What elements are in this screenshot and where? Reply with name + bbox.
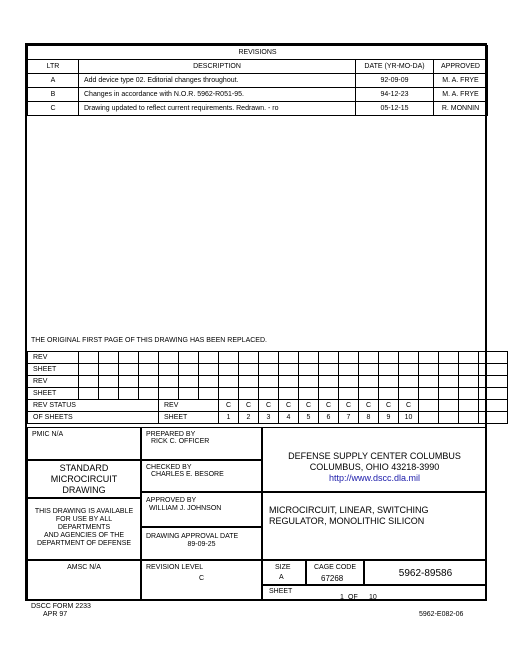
status-row-label: SHEET — [28, 364, 79, 376]
approved-label: APPROVED BY — [146, 497, 197, 504]
revisions-title: REVISIONS — [28, 46, 488, 60]
approved-box — [141, 492, 262, 527]
status-cell — [479, 400, 508, 412]
pmic-box — [27, 427, 141, 460]
cage-label: CAGE CODE — [314, 564, 357, 571]
revisions-table — [27, 45, 488, 116]
cage-value: 67268 — [321, 574, 344, 583]
status-cell — [479, 364, 508, 376]
status-cell — [239, 352, 259, 364]
status-cell: 7 — [339, 412, 359, 424]
status-cell — [359, 352, 379, 364]
status-cell — [179, 352, 199, 364]
status-cell — [319, 352, 339, 364]
approved-name: WILLIAM J. JOHNSON — [149, 505, 222, 512]
status-cell — [139, 364, 159, 376]
status-cell — [399, 352, 419, 364]
status-cell — [279, 376, 299, 388]
rev-approved: M. A. FRYE — [434, 88, 488, 102]
form-date: APR 97 — [43, 611, 68, 618]
status-cell — [119, 388, 139, 400]
rev-description: Changes in accordance with N.O.R. 5962-R051-95. — [79, 88, 356, 102]
status-row — [28, 376, 508, 388]
agency-line2: COLUMBUS, OHIO 43218-3990 — [309, 462, 440, 472]
title-line2: REGULATOR, MONOLITHIC SILICON — [269, 516, 425, 526]
dwg-number: 5962-89586 — [398, 568, 453, 579]
status-cell: C — [359, 400, 379, 412]
status-row — [28, 388, 508, 400]
status-cell — [379, 376, 399, 388]
availability-line5: DEPARTMENT OF DEFENSE — [36, 540, 132, 547]
status-cell — [439, 388, 459, 400]
status-cell — [259, 388, 279, 400]
status-cell: C — [279, 400, 299, 412]
status-cell — [359, 376, 379, 388]
sheet-total: 10 — [369, 594, 377, 601]
status-cell: C — [219, 400, 239, 412]
prepared-label: PREPARED BY — [146, 431, 196, 438]
checked-box — [141, 460, 262, 492]
status-cell — [119, 352, 139, 364]
status-cell — [99, 364, 119, 376]
status-cell — [239, 388, 259, 400]
status-cell — [339, 352, 359, 364]
table-row — [28, 74, 488, 88]
rev-approved: R. MONNIN — [434, 102, 488, 116]
status-cell — [459, 352, 479, 364]
status-cell — [139, 352, 159, 364]
table-row — [28, 88, 488, 102]
status-cell — [279, 352, 299, 364]
status-cell — [439, 364, 459, 376]
status-cell — [439, 400, 459, 412]
rev-date: 92-09-09 — [356, 74, 434, 88]
status-cell — [439, 412, 459, 424]
status-cell — [239, 376, 259, 388]
title-box — [262, 492, 487, 560]
status-cell — [299, 364, 319, 376]
status-cell — [419, 376, 439, 388]
status-row — [28, 400, 508, 412]
status-cell — [419, 352, 439, 364]
status-cell — [319, 364, 339, 376]
status-cell — [239, 364, 259, 376]
rev-description: Add device type 02. Editorial changes throughout. — [79, 74, 356, 88]
amsc-label: AMSC N/A — [67, 564, 101, 571]
status-cell: C — [339, 400, 359, 412]
status-cell — [459, 388, 479, 400]
status-cell — [339, 376, 359, 388]
status-cell: 6 — [319, 412, 339, 424]
status-cell — [259, 364, 279, 376]
sheet-label: SHEET — [269, 588, 293, 595]
status-cell — [219, 388, 239, 400]
status-row-sublabel: SHEET — [159, 412, 219, 424]
rev-ltr: B — [28, 88, 79, 102]
revision-level-label: REVISION LEVEL — [146, 564, 204, 571]
status-cell — [79, 376, 99, 388]
status-cell: C — [399, 400, 419, 412]
size-value: A — [279, 574, 284, 581]
cage-box — [306, 560, 364, 585]
agency-url[interactable]: http://www.dscc.dla.mil — [328, 473, 421, 483]
status-cell — [159, 364, 179, 376]
rev-date: 05-12-15 — [356, 102, 434, 116]
table-row — [28, 102, 488, 116]
status-cell — [259, 376, 279, 388]
status-cell: C — [379, 400, 399, 412]
status-cell — [79, 388, 99, 400]
status-cell — [79, 352, 99, 364]
status-row-label: REV — [28, 376, 79, 388]
status-cell — [159, 388, 179, 400]
rev-ltr: C — [28, 102, 79, 116]
status-cell — [419, 388, 439, 400]
status-cell — [399, 388, 419, 400]
rev-approved: M. A. FRYE — [434, 74, 488, 88]
status-cell — [399, 364, 419, 376]
status-cell — [139, 388, 159, 400]
amsc-box — [27, 560, 141, 601]
status-cell — [139, 376, 159, 388]
standard-line1: STANDARD — [59, 463, 109, 473]
status-row-label: SHEET — [28, 388, 79, 400]
status-cell — [99, 376, 119, 388]
status-cell — [159, 376, 179, 388]
availability-box — [27, 498, 141, 560]
size-box — [262, 560, 306, 585]
status-cell — [179, 364, 199, 376]
standard-box — [27, 460, 141, 498]
prepared-box — [141, 427, 262, 460]
rev-ltr: A — [28, 74, 79, 88]
status-cell — [99, 352, 119, 364]
status-cell — [99, 388, 119, 400]
document-code: 5962-E082-06 — [419, 611, 464, 618]
status-cell — [479, 352, 508, 364]
status-cell — [279, 364, 299, 376]
status-cell — [379, 388, 399, 400]
status-cell — [399, 376, 419, 388]
availability-line1: THIS DRAWING IS AVAILABLE — [34, 508, 134, 515]
rev-date: 94-12-23 — [356, 88, 434, 102]
status-cell: 10 — [399, 412, 419, 424]
revision-level: C — [198, 575, 205, 582]
approval-date: 89-09-25 — [187, 541, 216, 548]
status-row-label: OF SHEETS — [28, 412, 159, 424]
availability-line4: AND AGENCIES OF THE — [44, 532, 124, 539]
status-cell — [179, 388, 199, 400]
status-cell — [259, 352, 279, 364]
availability-line3: DEPARTMENTS — [57, 524, 111, 531]
status-cell: C — [299, 400, 319, 412]
status-cell — [299, 376, 319, 388]
status-cell — [339, 388, 359, 400]
sheet-of: OF — [348, 594, 358, 601]
status-cell — [319, 388, 339, 400]
status-cell — [179, 376, 199, 388]
status-cell — [459, 400, 479, 412]
header-approved: APPROVED — [434, 60, 488, 74]
agency-line1: DEFENSE SUPPLY CENTER COLUMBUS — [288, 451, 461, 461]
status-cell: 2 — [239, 412, 259, 424]
checked-name: CHARLES E. BESORE — [151, 471, 224, 478]
status-cell — [279, 388, 299, 400]
status-cell: C — [319, 400, 339, 412]
header-description: DESCRIPTION — [79, 60, 356, 74]
status-cell — [119, 376, 139, 388]
status-cell: 5 — [299, 412, 319, 424]
status-cell — [459, 412, 479, 424]
status-cell — [79, 364, 99, 376]
status-cell — [219, 376, 239, 388]
status-cell — [299, 352, 319, 364]
approval-date-box — [141, 527, 262, 560]
header-ltr: LTR — [28, 60, 79, 74]
status-cell — [479, 412, 508, 424]
pmic-label: PMIC N/A — [32, 431, 64, 438]
checked-label: CHECKED BY — [146, 464, 192, 471]
rev-description: Drawing updated to reflect current requirements. Redrawn. - ro — [79, 102, 356, 116]
approval-date-label: DRAWING APPROVAL DATE — [146, 533, 239, 540]
status-cell — [479, 376, 508, 388]
status-cell — [159, 352, 179, 364]
prepared-name: RICK C. OFFICER — [151, 438, 210, 445]
form-number: DSCC FORM 2233 — [31, 603, 91, 610]
size-label: SIZE — [275, 564, 291, 571]
header-date: DATE (YR-MO-DA) — [356, 60, 434, 74]
status-row — [28, 412, 508, 424]
status-cell: 9 — [379, 412, 399, 424]
status-cell — [199, 376, 219, 388]
status-row-label: REV STATUS — [28, 400, 159, 412]
status-cell — [199, 364, 219, 376]
status-cell — [439, 376, 459, 388]
revision-status-table — [27, 351, 508, 424]
status-cell — [339, 364, 359, 376]
status-cell — [299, 388, 319, 400]
status-cell — [199, 352, 219, 364]
sheet-box — [262, 585, 487, 601]
revision-level-box — [141, 560, 262, 601]
standard-line2: MICROCIRCUIT — [50, 474, 118, 484]
dwg-number-box — [364, 560, 487, 585]
status-cell — [379, 364, 399, 376]
status-cell — [439, 352, 459, 364]
sheet-num: 1 — [340, 594, 344, 601]
standard-line3: DRAWING — [62, 485, 106, 495]
status-cell: C — [259, 400, 279, 412]
status-cell — [319, 376, 339, 388]
status-cell — [419, 400, 439, 412]
status-cell — [219, 364, 239, 376]
status-cell: 8 — [359, 412, 379, 424]
status-cell — [459, 364, 479, 376]
status-row-sublabel: REV — [159, 400, 219, 412]
status-cell — [219, 352, 239, 364]
status-cell — [419, 412, 439, 424]
status-cell: 1 — [219, 412, 239, 424]
status-cell: C — [239, 400, 259, 412]
status-cell: 3 — [259, 412, 279, 424]
status-row — [28, 364, 508, 376]
status-cell — [459, 376, 479, 388]
status-cell — [379, 352, 399, 364]
status-cell — [419, 364, 439, 376]
status-row — [28, 352, 508, 364]
status-cell — [479, 388, 508, 400]
status-cell — [359, 364, 379, 376]
replaced-note: THE ORIGINAL FIRST PAGE OF THIS DRAWING HAS BEEN REPLACED. — [31, 337, 267, 344]
availability-line2: FOR USE BY ALL — [55, 516, 113, 523]
status-cell — [359, 388, 379, 400]
title-line1: MICROCIRCUIT, LINEAR, SWITCHING — [269, 505, 429, 515]
status-cell — [119, 364, 139, 376]
agency-box — [262, 427, 487, 492]
status-cell — [199, 388, 219, 400]
status-row-label: REV — [28, 352, 79, 364]
status-cell: 4 — [279, 412, 299, 424]
